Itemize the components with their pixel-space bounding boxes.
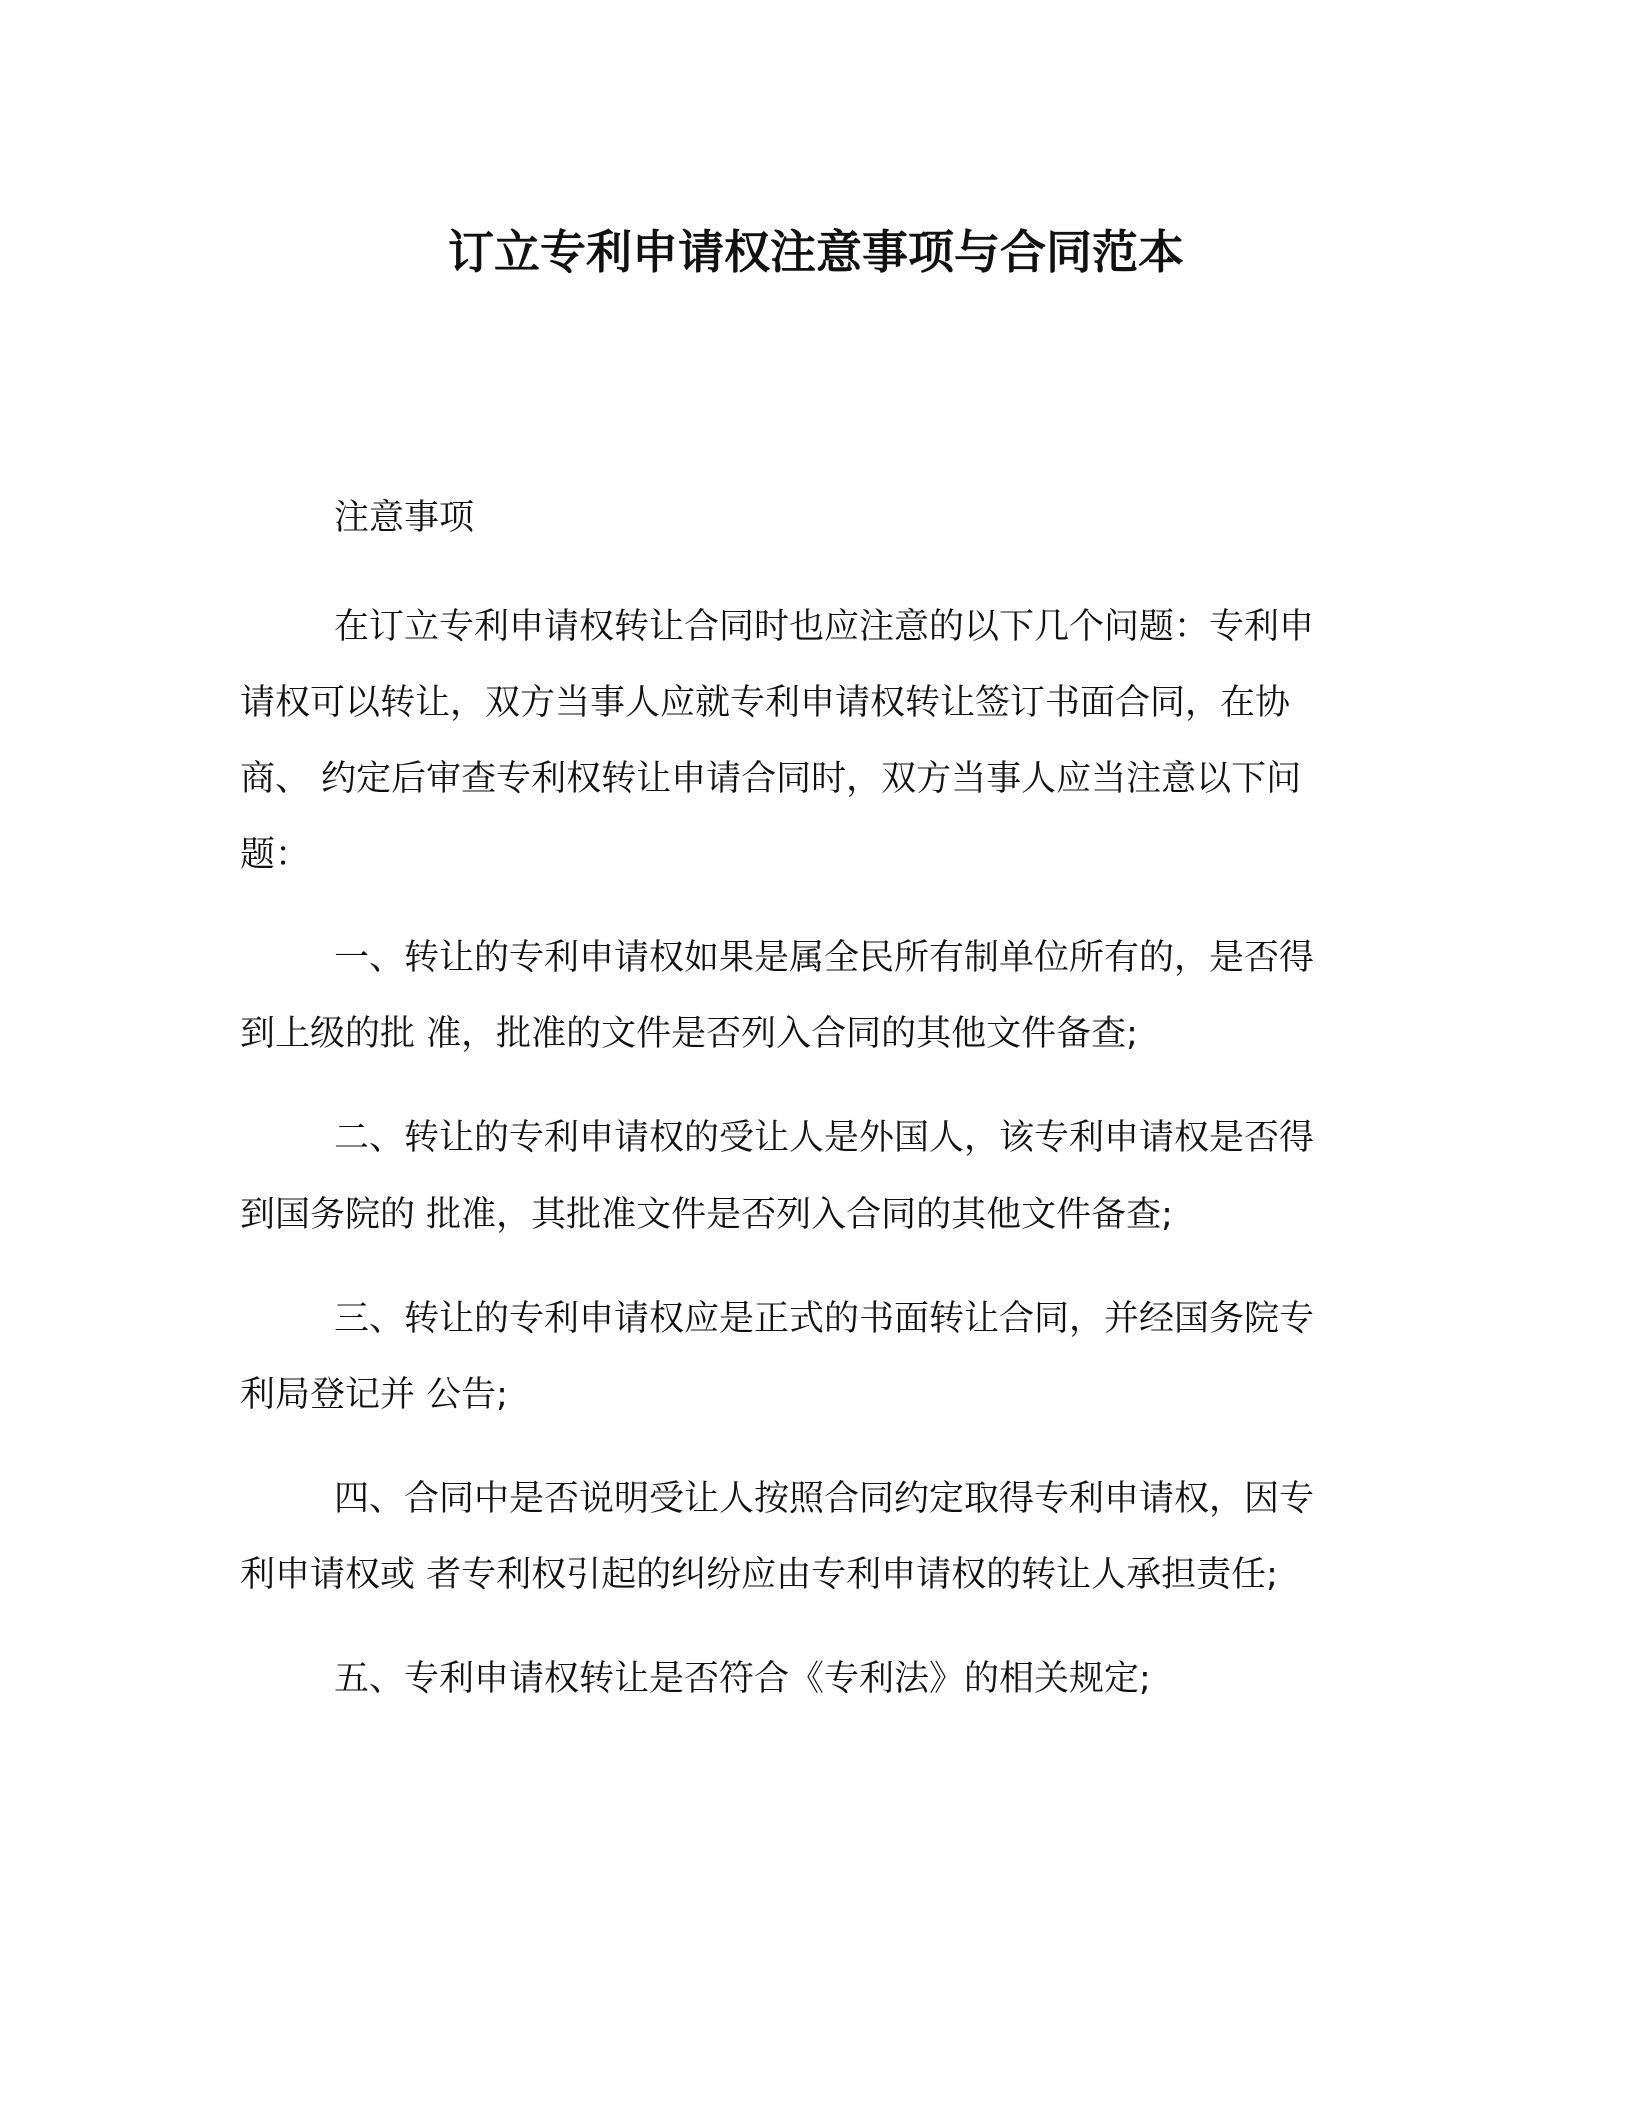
list-item-line: 一、转让的专利申请权如果是属全民所有制单位所有的，是否得 xyxy=(334,938,1315,978)
list-item-line: 利局登记并 公告; xyxy=(240,1375,508,1415)
section-heading: 注意事项 xyxy=(334,498,475,538)
intro-line: 商、 约定后审查专利权转让申请合同时，双方当事人应当注意以下问 xyxy=(240,759,1302,799)
list-item-line: 到上级的批 准，批准的文件是否列入合同的其他文件备查; xyxy=(240,1014,1138,1054)
document-title: 订立专利申请权注意事项与合同范本 xyxy=(448,225,1184,279)
intro-line: 题： xyxy=(240,835,311,875)
list-item-line: 利申请权或 者专利权引起的纠纷应由专利申请权的转让人承担责任; xyxy=(240,1555,1278,1595)
intro-line: 请权可以转让，双方当事人应就专利申请权转让签订书面合同，在协 xyxy=(240,683,1291,723)
list-item-line: 到国务院的 批准，其批准文件是否列入合同的其他文件备查; xyxy=(240,1195,1173,1235)
list-item-line: 四、合同中是否说明受让人按照合同约定取得专利申请权，因专 xyxy=(334,1479,1315,1519)
list-item-line: 二、转让的专利申请权的受让人是外国人，该专利申请权是否得 xyxy=(334,1118,1315,1158)
list-item-line: 三、转让的专利申请权应是正式的书面转让合同，并经国务院专 xyxy=(334,1299,1315,1339)
intro-line: 在订立专利申请权转让合同时也应注意的以下几个问题：专利申 xyxy=(334,607,1315,647)
list-item-line: 五、专利申请权转让是否符合《专利法》的相关规定; xyxy=(334,1659,1151,1699)
